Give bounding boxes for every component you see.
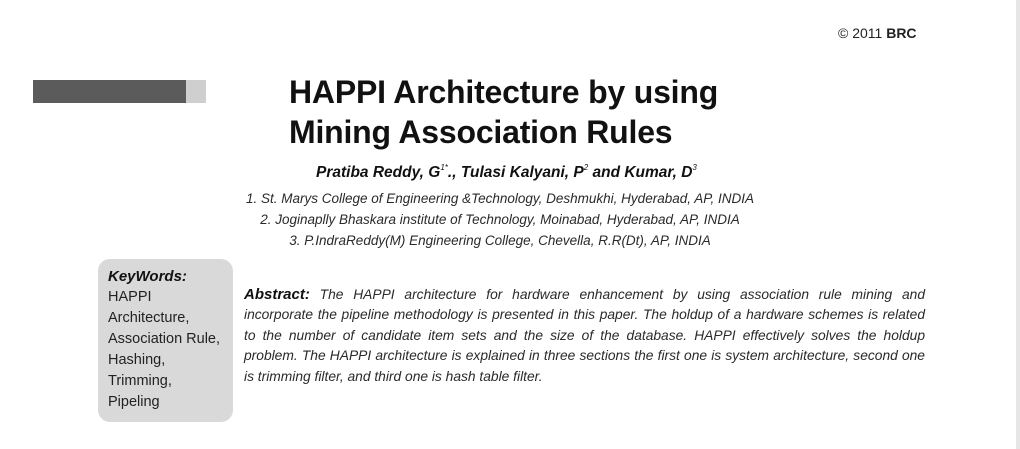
title-line-2: Mining Association Rules xyxy=(289,114,673,150)
keyword-item: Trimming, xyxy=(108,373,172,389)
keywords-list xyxy=(108,287,223,413)
keyword-item: Architecture, xyxy=(108,310,190,326)
keyword-item: Association Rule, xyxy=(108,331,221,347)
decorative-bar-dark xyxy=(33,80,186,103)
keyword-item: Hashing, xyxy=(108,352,166,368)
paper-title xyxy=(289,72,849,152)
affiliation-list xyxy=(200,188,800,251)
keyword-item: HAPPI xyxy=(108,289,152,305)
affiliation-3: 3. P.IndraReddy(M) Engineering College, Chevella, R.R(Dt), AP, INDIA xyxy=(289,233,711,248)
copyright-prefix: © 2011 xyxy=(838,25,883,41)
author-2-name: Tulasi Kalyani, P xyxy=(460,164,584,181)
page-edge xyxy=(1016,0,1020,449)
affiliation-2: 2. Joginaplly Bhaskara institute of Technology, Moinabad, Hyderabad, AP, INDIA xyxy=(260,212,740,227)
author-2-sep: and xyxy=(588,164,625,181)
abstract-text: The HAPPI architecture for hardware enhancement by using association rule mining and incorporate the pipeline methodology is presented in this paper. The holdup of a hardware schemes is related to the number of candidate item sets and the size of the database. HAPPI effectively solves the holdup problem. The HAPPI architecture is explained in three sections the first one is system architecture, second one is trimming filter, and third one is hash table filter. xyxy=(244,287,926,384)
author-1-name: Pratiba Reddy, G xyxy=(316,164,441,181)
keywords-heading: KeyWords: xyxy=(108,268,187,285)
keywords-box xyxy=(98,259,233,422)
author-3-name: Kumar, D xyxy=(624,164,693,181)
author-3-sup: 3 xyxy=(692,163,697,172)
abstract xyxy=(244,285,925,387)
copyright-org: BRC xyxy=(886,25,917,41)
author-1-sup: 1* xyxy=(440,163,448,172)
copyright-notice xyxy=(838,25,917,41)
abstract-label: Abstract: xyxy=(244,286,310,303)
author-list xyxy=(316,163,876,182)
affiliation-1: 1. St. Marys College of Engineering &Technology, Deshmukhi, Hyderabad, AP, INDIA xyxy=(245,191,755,206)
keyword-item: Pipeling xyxy=(108,394,160,410)
author-1-sep: ., xyxy=(447,164,461,181)
title-line-1: HAPPI Architecture by using xyxy=(289,74,719,110)
decorative-bar-light xyxy=(186,80,206,103)
author-2-sup: 2 xyxy=(583,163,589,172)
